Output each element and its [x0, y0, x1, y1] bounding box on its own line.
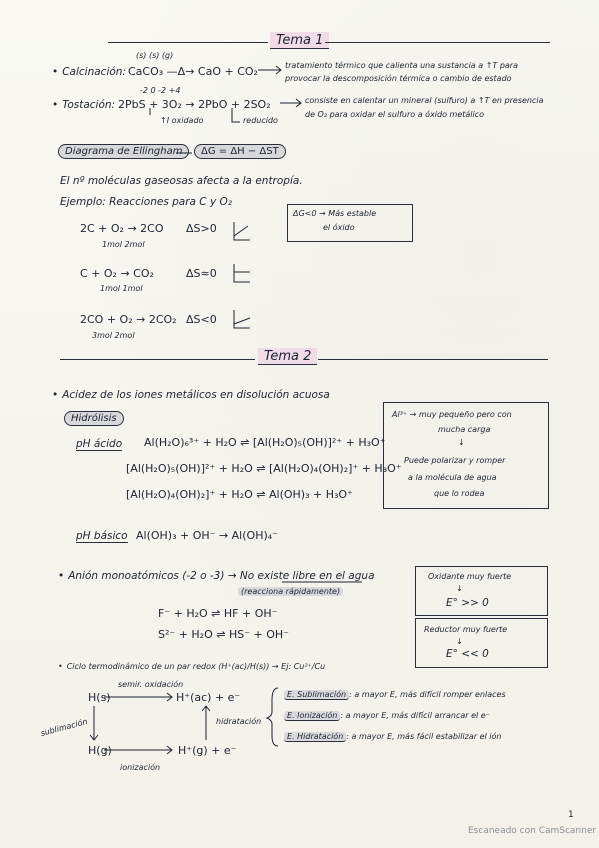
ph-basico-label: pH básico: [76, 530, 128, 542]
tema1-title: Tema 1: [270, 32, 329, 49]
ciclo-top-arrow: [104, 693, 172, 701]
al-box-line-1: Al³⁺ → muy pequeño pero con: [392, 410, 512, 419]
ellingham-moles-1: 1mol 2mol: [102, 240, 145, 249]
calcinacion-arrow: [258, 66, 281, 74]
ellingham-reaction-3: 2CO + O₂ → 2CO₂: [80, 313, 177, 326]
energy-sublimacion-name: E. Sublimación: [284, 690, 349, 700]
energy-ionizacion-text: : a mayor E, más difícil arrancar el e⁻: [340, 711, 490, 720]
oxidante-arrow: ↓: [456, 584, 463, 593]
oxidante-line-1: Oxidante muy fuerte: [428, 572, 512, 581]
ciclo-left-arrow: [90, 706, 98, 740]
tostacion-bracket: [150, 108, 240, 122]
tostacion-note-reducido: reducido: [243, 116, 278, 125]
calcinacion-label: • Calcinación:: [52, 66, 126, 78]
ellingham-formula: ΔG = ΔH − ΔST: [194, 144, 286, 159]
energy-hidratacion-name: E. Hidratación: [284, 732, 346, 742]
ciclo-h-g-ion: H⁺(g) + e⁻: [178, 744, 237, 757]
ellingham-ds-1: ΔS>0: [186, 222, 217, 235]
ellingham-box-line-1: ΔG<0 → Más estable: [293, 209, 377, 218]
ellingham-graph-1: [234, 222, 250, 240]
ellingham-ds-2: ΔS≈0: [186, 267, 217, 280]
ellingham-ds-3: ΔS<0: [186, 313, 217, 326]
ellingham-line-2: Ejemplo: Reacciones para C y O₂: [60, 196, 233, 208]
ellingham-moles-2: 1mol 1mol: [100, 284, 143, 293]
ellingham-graph-2: [234, 264, 250, 282]
ciclo-left-arrow-label: sublimación: [39, 716, 89, 739]
acid-line-3: [Al(H₂O)₄(OH)₂]⁺ + H₂O ⇌ Al(OH)₃ + H₃O⁺: [126, 488, 353, 501]
ciclo-h-g: H(g): [88, 744, 112, 757]
ellingham-moles-3: 3mol 2mol: [92, 331, 135, 340]
tema2-intro: • Acidez de los iones metálicos en disolución acuosa: [52, 389, 330, 401]
tema2-title: Tema 2: [258, 348, 317, 365]
energies-brace: [267, 688, 278, 746]
al-box-line-4: a la molécula de agua: [408, 473, 497, 482]
aniones-eq-2: S²⁻ + H₂O ⇌ HS⁻ + OH⁻: [158, 628, 289, 641]
ciclo-right-arrow: [202, 706, 210, 740]
acid-line-2: [Al(H₂O)₅(OH)]²⁺ + H₂O ⇌ [Al(H₂O)₄(OH)₂]⁺ + H₃O⁺: [126, 462, 402, 475]
ciclo-label: • Ciclo termodinámico de un par redox (H⁺(ac)/H(s)) → Ej: Cu²⁺/Cu: [58, 662, 325, 671]
calcinacion-description-1: tratamiento térmico que calienta una sustancia a ↑T para: [285, 61, 518, 70]
calcinacion-equation: CaCO₃ —Δ→ CaO + CO₂: [128, 65, 258, 78]
ellingham-label: Diagrama de Ellingham: [58, 144, 189, 159]
ciclo-bottom-arrow-label: ionización: [120, 763, 161, 772]
basic-line: Al(OH)₃ + OH⁻ → Al(OH)₄⁻: [136, 529, 278, 542]
al-box-line-3: Puede polarizar y romper: [404, 456, 506, 465]
al-box-line-2: mucha carga: [438, 425, 491, 434]
ellingham-box-line-2: el óxido: [323, 223, 355, 232]
ciclo-bottom-arrow: [104, 746, 172, 754]
scanner-watermark: Escaneado con CamScanner: [468, 826, 597, 836]
calcinacion-states: (s) (s) (g): [136, 51, 174, 60]
ph-acido-label: pH ácido: [76, 438, 123, 450]
page-number: 1: [568, 810, 574, 820]
ellingham-graph-3: [234, 310, 250, 328]
calcinacion-description-2: provocar la descomposición térmica o cambio de estado: [285, 74, 512, 83]
acid-line-1: Al(H₂O)₆³⁺ + H₂O ⇌ [Al(H₂O)₅(OH)]²⁺ + H₃O⁺: [144, 436, 386, 449]
ellingham-reaction-2: C + O₂ → CO₂: [80, 267, 154, 280]
tostacion-label: • Tostación:: [52, 99, 115, 111]
ciclo-h-ac: H⁺(ac) + e⁻: [176, 691, 241, 704]
ellingham-line-1: El nº moléculas gaseosas afecta a la entropía.: [60, 175, 303, 187]
reductor-arrow: ↓: [456, 637, 463, 646]
ciclo-h-s: H(s): [88, 691, 111, 704]
aniones-eq-1: F⁻ + H₂O ⇌ HF + OH⁻: [158, 607, 278, 620]
tostacion-arrow: [280, 99, 301, 107]
hidrolisis-label: Hidrólisis: [64, 411, 124, 426]
oxidante-line-2: E° >> 0: [446, 597, 489, 609]
energy-ionizacion-name: E. Ionización: [284, 711, 340, 721]
tostacion-description-2: de O₂ para oxidar el sulfuro a óxido metálico: [305, 110, 485, 119]
aniones-sub-highlight: (reacciona rápidamente): [238, 587, 343, 596]
energy-hidratacion-text: : a mayor E, más fácil estabilizar el ión: [346, 732, 502, 741]
ellingham-reaction-1: 2C + O₂ → 2CO: [80, 222, 164, 235]
al-box-line-5: que lo rodea: [434, 489, 485, 498]
reductor-line-1: Reductor muy fuerte: [424, 625, 508, 634]
al-box-arrow: ↓: [458, 438, 465, 447]
tostacion-equation: 2PbS + 3O₂ → 2PbO + 2SO₂: [118, 98, 271, 111]
aniones-label: • Anión monoatómicos (-2 o -3) → No existe libre en el agua: [58, 570, 375, 582]
tostacion-description-1: consiste en calentar un mineral (sulfuro) a ↑T en presencia: [305, 96, 544, 105]
ciclo-top-arrow-label: semir. oxidación: [118, 680, 184, 689]
tostacion-ox-states: -2 0 -2 +4: [140, 86, 181, 95]
ciclo-right-arrow-label: hidratación: [216, 717, 262, 726]
tostacion-note-oxidado: ↑I oxidado: [160, 116, 204, 125]
reductor-line-2: E° << 0: [446, 648, 489, 660]
energy-sublimacion-text: : a mayor E, más difícil romper enlaces: [349, 690, 506, 699]
